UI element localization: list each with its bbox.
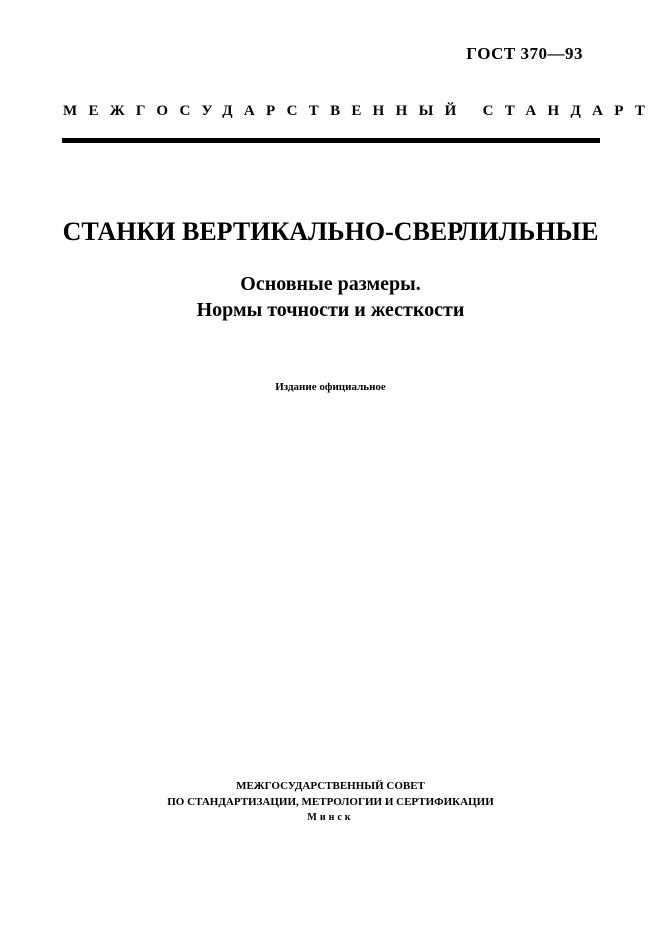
publisher-block — [0, 778, 661, 826]
subtitle-line-1: Основные размеры. — [240, 273, 421, 295]
document-number: ГОСТ 370—93 — [466, 44, 583, 63]
publisher-line-2: ПО СТАНДАРТИЗАЦИИ, МЕТРОЛОГИИ И СЕРТИФИКАЦИИ — [167, 796, 494, 808]
standard-type-heading: МЕЖГОСУДАРСТВЕННЫЙ СТАНДАРТ — [63, 103, 657, 119]
edition-note: Издание официальное — [275, 381, 386, 393]
document-subtitle — [0, 271, 661, 323]
publisher-line-1: МЕЖГОСУДАРСТВЕННЫЙ СОВЕТ — [236, 780, 425, 792]
header-divider — [62, 138, 600, 143]
document-title: СТАНКИ ВЕРТИКАЛЬНО-СВЕРЛИЛЬНЫЕ — [62, 217, 599, 246]
subtitle-line-2: Нормы точности и жесткости — [196, 299, 465, 321]
publisher-city: Минск — [307, 812, 354, 823]
